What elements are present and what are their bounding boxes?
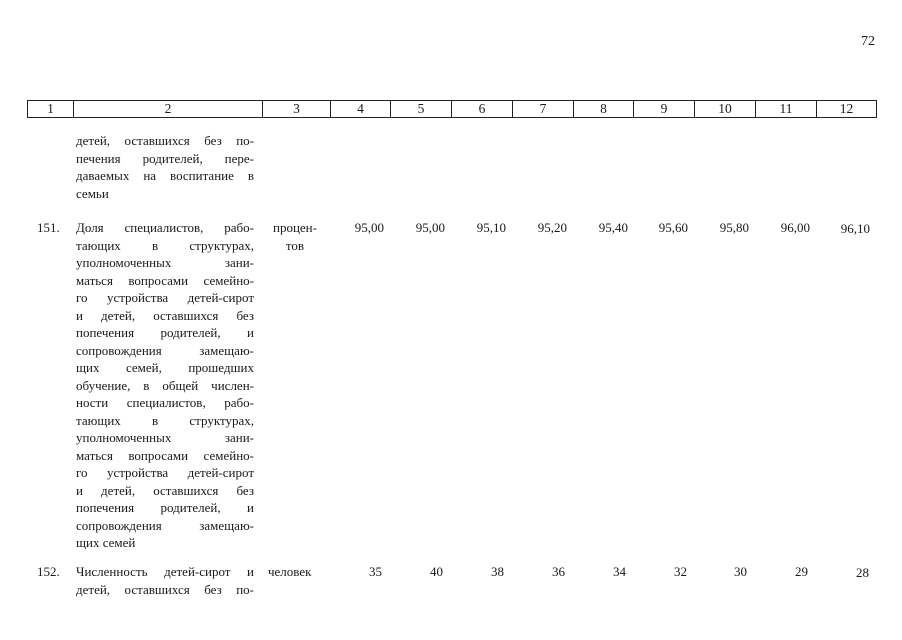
text-line: попечения родителей, и	[76, 325, 254, 340]
row-152-value-col11: 29	[795, 564, 808, 579]
row-151-value-col7: 95,20	[537, 220, 567, 235]
header-col-8: 8	[573, 101, 633, 117]
text-line: маться вопросами семейно-	[76, 272, 254, 288]
table-header	[27, 100, 877, 118]
text-line: уполномоченных зани-	[76, 255, 254, 270]
page-number: 72	[861, 34, 875, 49]
text-line: тающих в структурах,	[76, 412, 254, 428]
text-line: печения родителей, пере-	[76, 150, 254, 166]
text-line: и детей, оставшихся без	[76, 307, 254, 323]
row-151-description	[76, 219, 254, 552]
header-col-9: 9	[633, 101, 694, 117]
text-line: маться вопросами семейно-	[76, 447, 254, 463]
header-col-1: 1	[47, 101, 54, 116]
text-line: обучение, в общей числен-	[76, 377, 254, 393]
text-line: щих семей	[76, 535, 136, 550]
text-line: уполномоченных зани-	[76, 430, 254, 445]
header-col-7: 7	[512, 101, 573, 117]
unit-line: тов	[285, 237, 305, 253]
header-col-4: 4	[330, 101, 390, 117]
row-152-value-col8: 34	[613, 564, 626, 579]
text-line: го устройства детей-сирот	[76, 465, 254, 480]
row-151-value-col4: 95,00	[354, 220, 384, 235]
row-151-value-col8: 95,40	[598, 220, 628, 235]
row-151-value-col10: 95,80	[719, 220, 749, 235]
text-line: щих семей, прошедших	[76, 360, 254, 375]
text-line: Численность детей-сирот и	[76, 564, 254, 579]
text-line: Доля специалистов, рабо-	[76, 220, 254, 235]
header-col-6: 6	[451, 101, 512, 117]
header-col-10: 10	[694, 101, 755, 117]
row-152-value-col10: 30	[734, 564, 747, 579]
row-151-value-col6: 95,10	[476, 220, 506, 235]
row-152-value-col5: 40	[430, 564, 443, 579]
row-152-number: 152.	[37, 564, 60, 579]
text-line: семьи	[76, 185, 109, 201]
row-152-value-col9: 32	[674, 564, 687, 579]
row-152-value-col6: 38	[491, 564, 504, 579]
header-col-11: 11	[755, 101, 816, 117]
row-152-value-col7: 36	[552, 564, 565, 579]
text-line: попечения родителей, и	[76, 500, 254, 515]
header-col-12: 12	[816, 101, 876, 117]
text-line: тающих в структурах,	[76, 237, 254, 253]
text-line: даваемых на воспитание в	[76, 168, 254, 183]
row-151-value-col12: 96,10	[840, 221, 870, 236]
row-152-value-col12: 28	[856, 565, 869, 580]
row-151-unit	[269, 219, 321, 254]
header-col-2: 2	[73, 101, 262, 117]
text-line: детей, оставшихся без по-	[76, 581, 254, 597]
row-152-value-col4: 35	[369, 564, 382, 579]
unit-line: человек	[268, 564, 312, 579]
header-col-5: 5	[390, 101, 451, 117]
row-152-description	[76, 563, 254, 598]
row-151-value-col11: 96,00	[780, 220, 810, 235]
text-line: детей, оставшихся без по-	[76, 133, 254, 148]
row-151-value-col9: 95,60	[658, 220, 688, 235]
row-151-value-col5: 95,00	[415, 220, 445, 235]
text-line: сопровождения замещаю-	[76, 517, 254, 533]
text-line: и детей, оставшихся без	[76, 482, 254, 498]
continuation-text	[76, 132, 254, 202]
unit-line: процен-	[273, 220, 317, 235]
text-line: ности специалистов, рабо-	[76, 395, 254, 410]
row-152-unit	[268, 563, 311, 581]
text-line: сопровождения замещаю-	[76, 342, 254, 358]
header-col-3: 3	[262, 101, 330, 117]
row-151-number: 151.	[37, 220, 60, 235]
text-line: го устройства детей-сирот	[76, 290, 254, 305]
